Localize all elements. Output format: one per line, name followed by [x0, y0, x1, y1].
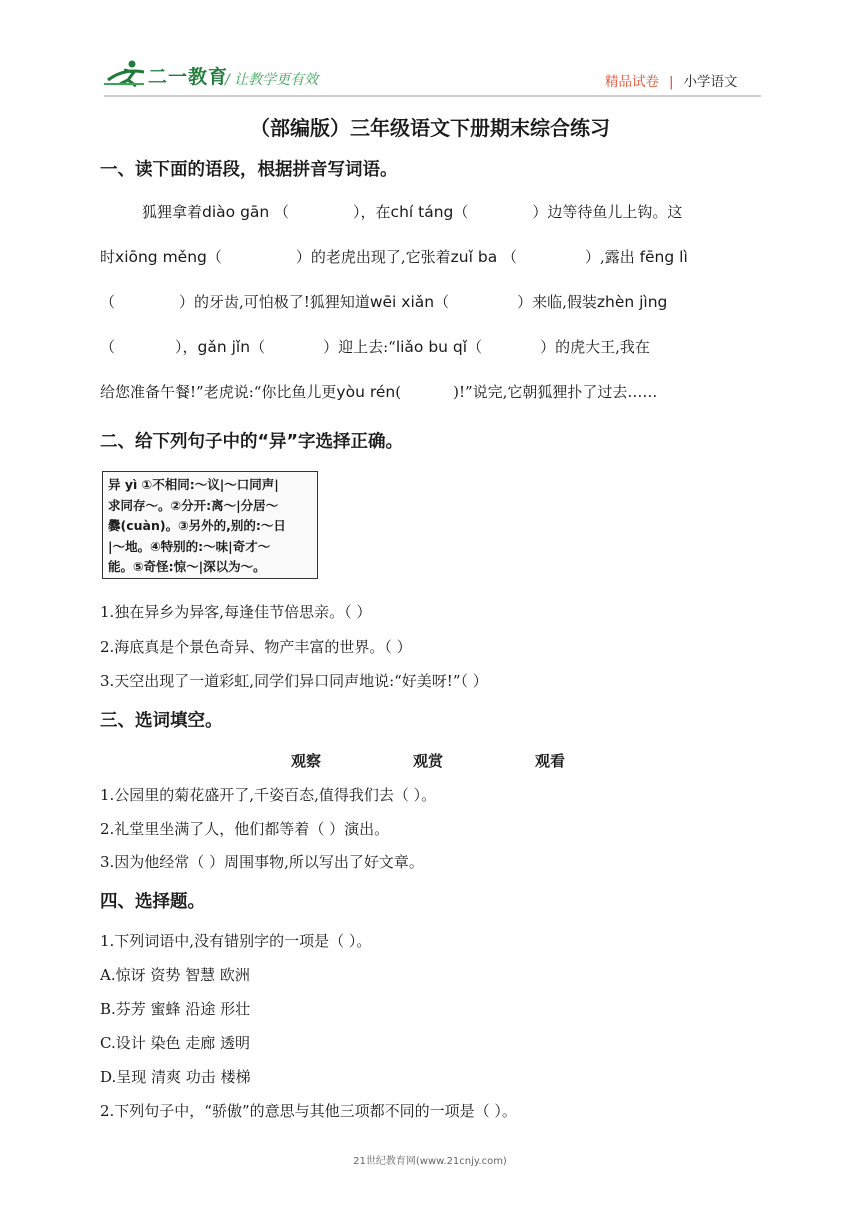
section4-heading: 四、选择题。: [100, 892, 205, 912]
paper-tag: 精品试卷: [605, 74, 659, 90]
question-item: 1.独在异乡为异客,每逢佳节倍思亲。（ ）: [100, 603, 372, 621]
question-item: 2.礼堂里坐满了人，他们都等着（ ）演出。: [100, 820, 390, 838]
word-option: 观看: [535, 752, 566, 770]
passage-line-3: （ ）的牙齿,可怕极了!狐狸知道wēi xiǎn（ ）来临,假装zhèn jìng: [100, 293, 668, 311]
word-option: 观赏: [413, 752, 444, 770]
dict-line: 求同存～。②分开:离～|分居～: [108, 497, 279, 513]
header-right: [605, 70, 738, 90]
question-item: 3.因为他经常（ ）周围事物,所以写出了好文章。: [100, 853, 424, 871]
question-item: 1.公园里的菊花盛开了,千姿百态,值得我们去（ ）。: [100, 786, 437, 804]
choice-option: C.设计 染色 走廊 透明: [100, 1034, 251, 1052]
choice-option: B.芬芳 蜜蜂 沿途 形壮: [100, 1000, 251, 1018]
dict-line: 异 yì ①不相同:～议|～口同声|: [108, 477, 279, 492]
header-divider: [104, 95, 761, 97]
choice-option: D.呈现 清爽 功击 楼梯: [100, 1068, 251, 1086]
question-item: 3.天空出现了一道彩虹,同学们异口同声地说:“好美呀!”（ ）: [100, 672, 488, 690]
passage-line-5: 给您准备午餐!”老虎说:“你比鱼儿更yòu rén( )!”说完,它朝狐狸扑了过去……: [100, 383, 658, 401]
dict-line: 爨(cuàn)。③另外的,别的:～日: [108, 518, 286, 533]
passage-line-4: （ ），gǎn jǐn（ ）迎上去:“liǎo bu qǐ（ ）的虎大王,我在: [100, 338, 650, 356]
logo-text: 二一教育: [148, 66, 229, 88]
dict-line: |～地。④特别的:～味|奇才～: [108, 538, 271, 554]
choice-option: A.惊讶 资势 智慧 欧洲: [100, 966, 250, 984]
dictionary-entry-box: [102, 471, 318, 579]
section2-heading: 二、给下列句子中的“异”字选择正确。: [100, 432, 404, 452]
dict-line: 能。⑤奇怪:惊～|深以为～。: [108, 559, 266, 574]
passage-line-1: 狐狸拿着diào gān （ ），在chí táng（ ）边等待鱼儿上钩。这: [142, 203, 683, 221]
question-item: 1.下列词语中,没有错别字的一项是（ ）。: [100, 932, 372, 950]
page-title: （部编版）三年级语文下册期末综合练习: [250, 116, 610, 140]
question-item: 2.下列句子中，“骄傲”的意思与其他三项都不同的一项是（ ）。: [100, 1102, 517, 1120]
question-item: 2.海底真是个景色奇异、物产丰富的世界。（ ）: [100, 638, 412, 656]
page-footer: 21世纪教育网(www.21cnjy.com): [353, 1156, 507, 1167]
section1-passage: [100, 190, 762, 415]
slogan: / 让教学更有效: [225, 72, 319, 88]
word-option: 观察: [291, 752, 322, 770]
subject-label: 小学语文: [683, 74, 738, 90]
section3-heading: 三、选词填空。: [100, 711, 223, 731]
passage-line-2: 时xiōng měng（ ）的老虎出现了,它张着zuǐ ba （ ）,露出 fēng lì: [100, 248, 688, 266]
header-separator: |: [669, 74, 674, 90]
section1-heading: 一、读下面的语段，根据拼音写词语。: [100, 160, 398, 180]
